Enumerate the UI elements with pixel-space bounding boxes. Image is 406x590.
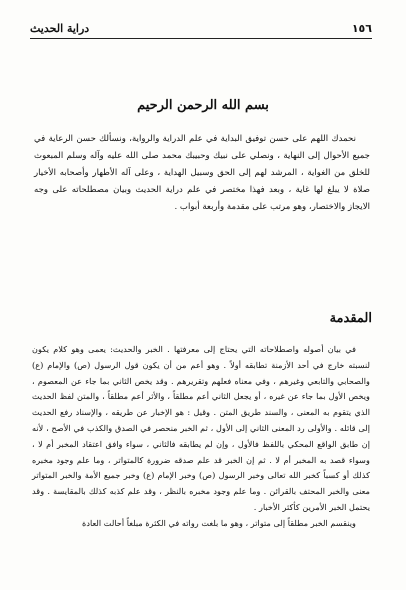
running-head xyxy=(30,20,372,36)
body-paragraph: وينقسم الخبر مطلقاً إلى متواتر ، وهو ما بلغت رواته في الكثرة مبلغاً أحالت العادة xyxy=(82,517,356,528)
section-heading: المقدمة xyxy=(329,311,372,326)
page-number: ١٥٦ xyxy=(351,21,372,35)
header-rule xyxy=(30,38,372,39)
body-text xyxy=(32,342,370,532)
body-paragraph: في بيان أصوله واصطلاحاته التي يحتاج إلى معرفتها . الخبر والحديث: يعمى وهو كلام يكون لنسبته خارج في أحد الأزمنة تطابقه أولاً . وهو أعم من أن يكون قول الرسول (ص) والإمام (ع) والصحابي والتابعي وغيرهم ، وفي معناه فعلهم وتقريرهم . وقد يخص الثاني بما جاء عن المعصوم ، ويخص الأول بما جاء عن غيره ، أو يجعل الثاني أعم مطلقاً ، والأثر أعم مطلقاً ، والمتن لفظ الحديث الذي يتقوم به المعنى ، والسند طريق المتن . وقيل : هو الإخبار عن طريقه ، والإسناد رفع الحديث إلى قائله . والأولى رد المعنى الثاني إلى الأول ، ثم الخبر منحصر في الصدق والكذب في الأصح ، لأنه إن طابق الواقع المحكي باللفظ فالأول ، وإن لم يطابقه فالثاني ، سواء وافق اعتقاد المخبر أم لا ، وسواء قصد به المخبر أم لا . ثم إن الخبر قد علم صدقه ضرورة كالمتواتر ، وما علم وجود مخبره كذلك أو كسباً كخبر الله تعالى وخبر الرسول (ص) وخبر الإمام (ع) وخبر جميع الأمة والخبر المتواتر معنى والخبر المحتف بالقرائن . وما علم وجود مخبره بالنظر ، وقد علم كذبه كذلك بالمقايسة . وقد يحتمل الخبر الأمرين كأكثر الأخبار . xyxy=(32,344,370,512)
running-title: دراية الحديث xyxy=(30,21,90,35)
intro-paragraph: نحمدك اللهم على حسن توفيق البداية في علم الدراية والرواية، ونسألك حسن الرعاية في جميع الأحوال إلى النهاية ، ونصلي على نبيك وحبيبك محمد صلى الله عليه وآله وسلم المبعوث للخلق من الغواية ، المرشد لهم إلى الحق وسبيل الهداية ، وعلى آله الأطهار وأصحابه الأخيار صلاة لا يبلغ لها غاية ، وبعد فهذا مختصر في علم دراية الحديث وبيان مصطلحاته على وجه الايجاز والاختصار، وهو مرتب على مقدمة وأربعة أبواب . xyxy=(34,134,370,212)
basmala-heading: بسم الله الرحمن الرحيم xyxy=(137,98,269,113)
